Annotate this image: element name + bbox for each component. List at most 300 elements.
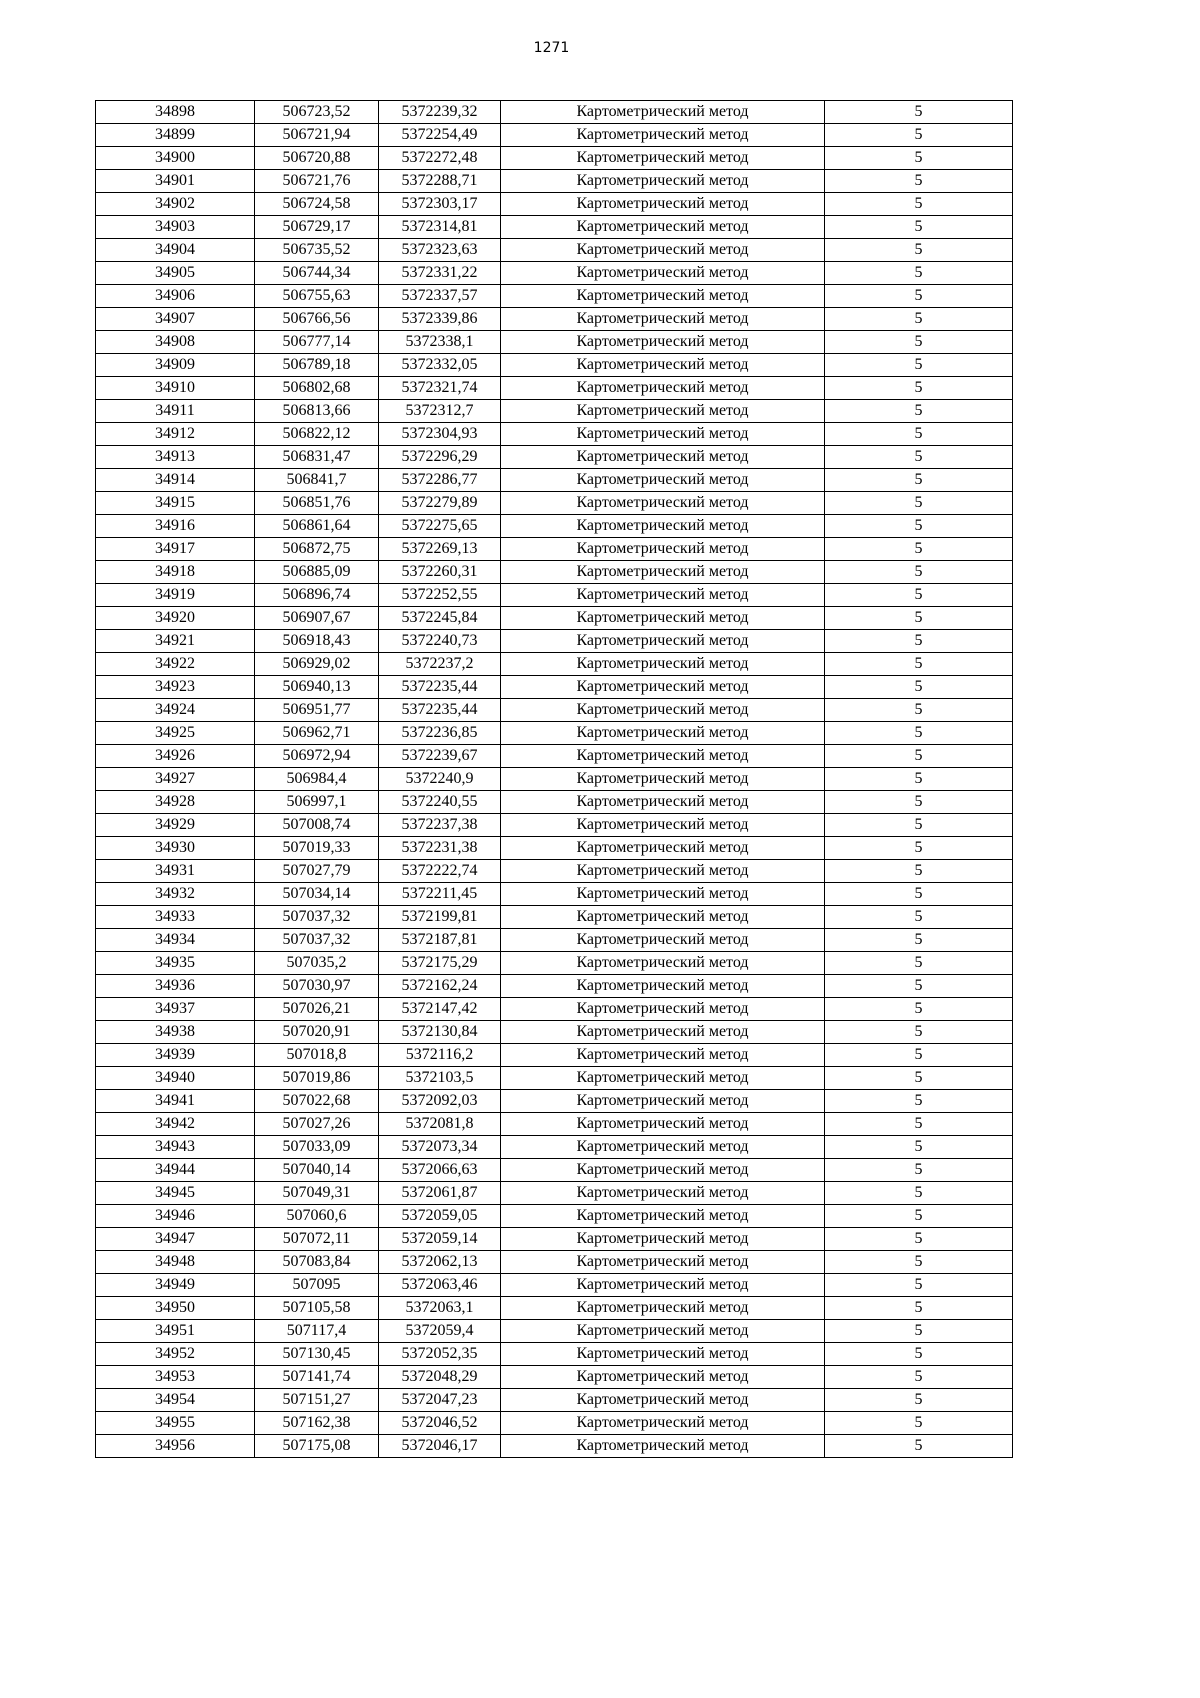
method-cell: Картометрический метод xyxy=(501,1435,825,1458)
y-coordinate-cell: 5372063,1 xyxy=(379,1297,501,1320)
method-cell: Картометрический метод xyxy=(501,1274,825,1297)
x-coordinate-cell: 506918,43 xyxy=(255,630,379,653)
page-number: 1271 xyxy=(533,40,570,56)
x-coordinate-cell: 506724,58 xyxy=(255,193,379,216)
x-coordinate-cell: 506962,71 xyxy=(255,722,379,745)
x-coordinate-cell: 507060,6 xyxy=(255,1205,379,1228)
table-row xyxy=(96,814,1013,837)
method-cell: Картометрический метод xyxy=(501,676,825,699)
y-coordinate-cell: 5372323,63 xyxy=(379,239,501,262)
method-cell: Картометрический метод xyxy=(501,469,825,492)
method-cell: Картометрический метод xyxy=(501,1228,825,1251)
point-number-cell: 34915 xyxy=(96,492,255,515)
point-number-cell: 34956 xyxy=(96,1435,255,1458)
accuracy-cell: 5 xyxy=(825,446,1013,469)
y-coordinate-cell: 5372061,87 xyxy=(379,1182,501,1205)
method-cell: Картометрический метод xyxy=(501,1205,825,1228)
accuracy-cell: 5 xyxy=(825,423,1013,446)
table-row xyxy=(96,377,1013,400)
x-coordinate-cell: 506813,66 xyxy=(255,400,379,423)
x-coordinate-cell: 507026,21 xyxy=(255,998,379,1021)
table-row xyxy=(96,676,1013,699)
x-coordinate-cell: 506721,94 xyxy=(255,124,379,147)
y-coordinate-cell: 5372062,13 xyxy=(379,1251,501,1274)
point-number-cell: 34936 xyxy=(96,975,255,998)
y-coordinate-cell: 5372066,63 xyxy=(379,1159,501,1182)
accuracy-cell: 5 xyxy=(825,216,1013,239)
accuracy-cell: 5 xyxy=(825,676,1013,699)
table-row xyxy=(96,1136,1013,1159)
accuracy-cell: 5 xyxy=(825,1320,1013,1343)
x-coordinate-cell: 506744,34 xyxy=(255,262,379,285)
point-number-cell: 34910 xyxy=(96,377,255,400)
point-number-cell: 34903 xyxy=(96,216,255,239)
x-coordinate-cell: 507095 xyxy=(255,1274,379,1297)
method-cell: Картометрический метод xyxy=(501,216,825,239)
x-coordinate-cell: 506729,17 xyxy=(255,216,379,239)
accuracy-cell: 5 xyxy=(825,538,1013,561)
accuracy-cell: 5 xyxy=(825,331,1013,354)
accuracy-cell: 5 xyxy=(825,354,1013,377)
accuracy-cell: 5 xyxy=(825,860,1013,883)
y-coordinate-cell: 5372279,89 xyxy=(379,492,501,515)
x-coordinate-cell: 506940,13 xyxy=(255,676,379,699)
point-number-cell: 34928 xyxy=(96,791,255,814)
accuracy-cell: 5 xyxy=(825,699,1013,722)
y-coordinate-cell: 5372312,7 xyxy=(379,400,501,423)
x-coordinate-cell: 507037,32 xyxy=(255,906,379,929)
table-row xyxy=(96,147,1013,170)
y-coordinate-cell: 5372237,2 xyxy=(379,653,501,676)
method-cell: Картометрический метод xyxy=(501,193,825,216)
x-coordinate-cell: 506929,02 xyxy=(255,653,379,676)
x-coordinate-cell: 506723,52 xyxy=(255,101,379,124)
accuracy-cell: 5 xyxy=(825,1044,1013,1067)
point-number-cell: 34929 xyxy=(96,814,255,837)
method-cell: Картометрический метод xyxy=(501,1113,825,1136)
accuracy-cell: 5 xyxy=(825,975,1013,998)
x-coordinate-cell: 506997,1 xyxy=(255,791,379,814)
y-coordinate-cell: 5372231,38 xyxy=(379,837,501,860)
method-cell: Картометрический метод xyxy=(501,285,825,308)
x-coordinate-cell: 506777,14 xyxy=(255,331,379,354)
x-coordinate-cell: 506896,74 xyxy=(255,584,379,607)
point-number-cell: 34924 xyxy=(96,699,255,722)
point-number-cell: 34921 xyxy=(96,630,255,653)
x-coordinate-cell: 507040,14 xyxy=(255,1159,379,1182)
y-coordinate-cell: 5372081,8 xyxy=(379,1113,501,1136)
y-coordinate-cell: 5372303,17 xyxy=(379,193,501,216)
method-cell: Картометрический метод xyxy=(501,1389,825,1412)
accuracy-cell: 5 xyxy=(825,308,1013,331)
y-coordinate-cell: 5372252,55 xyxy=(379,584,501,607)
accuracy-cell: 5 xyxy=(825,745,1013,768)
x-coordinate-cell: 507175,08 xyxy=(255,1435,379,1458)
point-number-cell: 34904 xyxy=(96,239,255,262)
table-row xyxy=(96,354,1013,377)
accuracy-cell: 5 xyxy=(825,814,1013,837)
table-row xyxy=(96,1021,1013,1044)
x-coordinate-cell: 507105,58 xyxy=(255,1297,379,1320)
accuracy-cell: 5 xyxy=(825,1205,1013,1228)
y-coordinate-cell: 5372314,81 xyxy=(379,216,501,239)
y-coordinate-cell: 5372222,74 xyxy=(379,860,501,883)
y-coordinate-cell: 5372286,77 xyxy=(379,469,501,492)
accuracy-cell: 5 xyxy=(825,492,1013,515)
table-row xyxy=(96,515,1013,538)
y-coordinate-cell: 5372337,57 xyxy=(379,285,501,308)
table-row xyxy=(96,791,1013,814)
method-cell: Картометрический метод xyxy=(501,147,825,170)
point-number-cell: 34918 xyxy=(96,561,255,584)
accuracy-cell: 5 xyxy=(825,906,1013,929)
table-row xyxy=(96,929,1013,952)
point-number-cell: 34909 xyxy=(96,354,255,377)
x-coordinate-cell: 506789,18 xyxy=(255,354,379,377)
x-coordinate-cell: 506721,76 xyxy=(255,170,379,193)
table-row xyxy=(96,699,1013,722)
y-coordinate-cell: 5372211,45 xyxy=(379,883,501,906)
table-row xyxy=(96,400,1013,423)
y-coordinate-cell: 5372046,52 xyxy=(379,1412,501,1435)
method-cell: Картометрический метод xyxy=(501,239,825,262)
accuracy-cell: 5 xyxy=(825,1021,1013,1044)
table-row xyxy=(96,1297,1013,1320)
point-number-cell: 34951 xyxy=(96,1320,255,1343)
method-cell: Картометрический метод xyxy=(501,653,825,676)
table-row xyxy=(96,837,1013,860)
point-number-cell: 34946 xyxy=(96,1205,255,1228)
x-coordinate-cell: 507130,45 xyxy=(255,1343,379,1366)
method-cell: Картометрический метод xyxy=(501,400,825,423)
y-coordinate-cell: 5372239,67 xyxy=(379,745,501,768)
y-coordinate-cell: 5372236,85 xyxy=(379,722,501,745)
table-row xyxy=(96,193,1013,216)
method-cell: Картометрический метод xyxy=(501,308,825,331)
table-row xyxy=(96,584,1013,607)
accuracy-cell: 5 xyxy=(825,1090,1013,1113)
x-coordinate-cell: 506720,88 xyxy=(255,147,379,170)
x-coordinate-cell: 507033,09 xyxy=(255,1136,379,1159)
x-coordinate-cell: 507035,2 xyxy=(255,952,379,975)
method-cell: Картометрический метод xyxy=(501,1182,825,1205)
coordinates-table xyxy=(95,100,1013,1458)
method-cell: Картометрический метод xyxy=(501,630,825,653)
table-row xyxy=(96,469,1013,492)
point-number-cell: 34926 xyxy=(96,745,255,768)
y-coordinate-cell: 5372275,65 xyxy=(379,515,501,538)
table-row xyxy=(96,1435,1013,1458)
method-cell: Картометрический метод xyxy=(501,124,825,147)
table-row xyxy=(96,745,1013,768)
table-row xyxy=(96,1228,1013,1251)
table-row xyxy=(96,860,1013,883)
x-coordinate-cell: 507019,86 xyxy=(255,1067,379,1090)
point-number-cell: 34935 xyxy=(96,952,255,975)
x-coordinate-cell: 506984,4 xyxy=(255,768,379,791)
y-coordinate-cell: 5372338,1 xyxy=(379,331,501,354)
method-cell: Картометрический метод xyxy=(501,1067,825,1090)
x-coordinate-cell: 507020,91 xyxy=(255,1021,379,1044)
method-cell: Картометрический метод xyxy=(501,1343,825,1366)
x-coordinate-cell: 506735,52 xyxy=(255,239,379,262)
point-number-cell: 34954 xyxy=(96,1389,255,1412)
table-row xyxy=(96,423,1013,446)
point-number-cell: 34916 xyxy=(96,515,255,538)
accuracy-cell: 5 xyxy=(825,1067,1013,1090)
y-coordinate-cell: 5372240,9 xyxy=(379,768,501,791)
method-cell: Картометрический метод xyxy=(501,952,825,975)
accuracy-cell: 5 xyxy=(825,883,1013,906)
y-coordinate-cell: 5372047,23 xyxy=(379,1389,501,1412)
table-row xyxy=(96,768,1013,791)
x-coordinate-cell: 506851,76 xyxy=(255,492,379,515)
table-row xyxy=(96,1090,1013,1113)
point-number-cell: 34940 xyxy=(96,1067,255,1090)
method-cell: Картометрический метод xyxy=(501,1159,825,1182)
x-coordinate-cell: 507008,74 xyxy=(255,814,379,837)
method-cell: Картометрический метод xyxy=(501,561,825,584)
y-coordinate-cell: 5372296,29 xyxy=(379,446,501,469)
x-coordinate-cell: 507027,26 xyxy=(255,1113,379,1136)
point-number-cell: 34899 xyxy=(96,124,255,147)
y-coordinate-cell: 5372239,32 xyxy=(379,101,501,124)
accuracy-cell: 5 xyxy=(825,837,1013,860)
point-number-cell: 34930 xyxy=(96,837,255,860)
point-number-cell: 34942 xyxy=(96,1113,255,1136)
y-coordinate-cell: 5372162,24 xyxy=(379,975,501,998)
point-number-cell: 34898 xyxy=(96,101,255,124)
method-cell: Картометрический метод xyxy=(501,814,825,837)
point-number-cell: 34945 xyxy=(96,1182,255,1205)
x-coordinate-cell: 506907,67 xyxy=(255,607,379,630)
accuracy-cell: 5 xyxy=(825,1343,1013,1366)
accuracy-cell: 5 xyxy=(825,607,1013,630)
point-number-cell: 34938 xyxy=(96,1021,255,1044)
x-coordinate-cell: 507049,31 xyxy=(255,1182,379,1205)
table-row xyxy=(96,1412,1013,1435)
table-body xyxy=(96,101,1013,1458)
method-cell: Картометрический метод xyxy=(501,1320,825,1343)
method-cell: Картометрический метод xyxy=(501,1297,825,1320)
table-row xyxy=(96,906,1013,929)
table-row xyxy=(96,101,1013,124)
point-number-cell: 34925 xyxy=(96,722,255,745)
accuracy-cell: 5 xyxy=(825,1182,1013,1205)
table-row xyxy=(96,1205,1013,1228)
y-coordinate-cell: 5372235,44 xyxy=(379,676,501,699)
table-row xyxy=(96,1366,1013,1389)
method-cell: Картометрический метод xyxy=(501,1021,825,1044)
accuracy-cell: 5 xyxy=(825,630,1013,653)
method-cell: Картометрический метод xyxy=(501,883,825,906)
accuracy-cell: 5 xyxy=(825,147,1013,170)
method-cell: Картометрический метод xyxy=(501,331,825,354)
y-coordinate-cell: 5372254,49 xyxy=(379,124,501,147)
x-coordinate-cell: 506861,64 xyxy=(255,515,379,538)
x-coordinate-cell: 507034,14 xyxy=(255,883,379,906)
point-number-cell: 34913 xyxy=(96,446,255,469)
y-coordinate-cell: 5372332,05 xyxy=(379,354,501,377)
y-coordinate-cell: 5372063,46 xyxy=(379,1274,501,1297)
x-coordinate-cell: 506972,94 xyxy=(255,745,379,768)
y-coordinate-cell: 5372339,86 xyxy=(379,308,501,331)
accuracy-cell: 5 xyxy=(825,952,1013,975)
accuracy-cell: 5 xyxy=(825,653,1013,676)
table-row xyxy=(96,239,1013,262)
x-coordinate-cell: 507162,38 xyxy=(255,1412,379,1435)
method-cell: Картометрический метод xyxy=(501,906,825,929)
table-row xyxy=(96,1067,1013,1090)
table-row xyxy=(96,1159,1013,1182)
accuracy-cell: 5 xyxy=(825,1136,1013,1159)
y-coordinate-cell: 5372130,84 xyxy=(379,1021,501,1044)
accuracy-cell: 5 xyxy=(825,262,1013,285)
point-number-cell: 34900 xyxy=(96,147,255,170)
point-number-cell: 34944 xyxy=(96,1159,255,1182)
method-cell: Картометрический метод xyxy=(501,170,825,193)
point-number-cell: 34952 xyxy=(96,1343,255,1366)
method-cell: Картометрический метод xyxy=(501,837,825,860)
accuracy-cell: 5 xyxy=(825,469,1013,492)
y-coordinate-cell: 5372237,38 xyxy=(379,814,501,837)
y-coordinate-cell: 5372199,81 xyxy=(379,906,501,929)
y-coordinate-cell: 5372046,17 xyxy=(379,1435,501,1458)
table-row xyxy=(96,975,1013,998)
table-row xyxy=(96,1113,1013,1136)
method-cell: Картометрический метод xyxy=(501,929,825,952)
table-row xyxy=(96,653,1013,676)
y-coordinate-cell: 5372103,5 xyxy=(379,1067,501,1090)
table-row xyxy=(96,538,1013,561)
method-cell: Картометрический метод xyxy=(501,1412,825,1435)
table-row xyxy=(96,1389,1013,1412)
method-cell: Картометрический метод xyxy=(501,860,825,883)
point-number-cell: 34914 xyxy=(96,469,255,492)
accuracy-cell: 5 xyxy=(825,929,1013,952)
accuracy-cell: 5 xyxy=(825,1366,1013,1389)
method-cell: Картометрический метод xyxy=(501,1090,825,1113)
table-row xyxy=(96,952,1013,975)
table-row xyxy=(96,308,1013,331)
point-number-cell: 34911 xyxy=(96,400,255,423)
accuracy-cell: 5 xyxy=(825,1274,1013,1297)
point-number-cell: 34947 xyxy=(96,1228,255,1251)
x-coordinate-cell: 507019,33 xyxy=(255,837,379,860)
x-coordinate-cell: 507027,79 xyxy=(255,860,379,883)
point-number-cell: 34939 xyxy=(96,1044,255,1067)
y-coordinate-cell: 5372245,84 xyxy=(379,607,501,630)
point-number-cell: 34943 xyxy=(96,1136,255,1159)
accuracy-cell: 5 xyxy=(825,791,1013,814)
point-number-cell: 34948 xyxy=(96,1251,255,1274)
x-coordinate-cell: 507037,32 xyxy=(255,929,379,952)
y-coordinate-cell: 5372059,05 xyxy=(379,1205,501,1228)
y-coordinate-cell: 5372092,03 xyxy=(379,1090,501,1113)
point-number-cell: 34923 xyxy=(96,676,255,699)
method-cell: Картометрический метод xyxy=(501,975,825,998)
point-number-cell: 34907 xyxy=(96,308,255,331)
method-cell: Картометрический метод xyxy=(501,446,825,469)
point-number-cell: 34927 xyxy=(96,768,255,791)
method-cell: Картометрический метод xyxy=(501,101,825,124)
x-coordinate-cell: 506885,09 xyxy=(255,561,379,584)
x-coordinate-cell: 506822,12 xyxy=(255,423,379,446)
method-cell: Картометрический метод xyxy=(501,791,825,814)
accuracy-cell: 5 xyxy=(825,1251,1013,1274)
point-number-cell: 34922 xyxy=(96,653,255,676)
table-row xyxy=(96,1044,1013,1067)
point-number-cell: 34955 xyxy=(96,1412,255,1435)
method-cell: Картометрический метод xyxy=(501,584,825,607)
x-coordinate-cell: 506766,56 xyxy=(255,308,379,331)
point-number-cell: 34933 xyxy=(96,906,255,929)
y-coordinate-cell: 5372240,73 xyxy=(379,630,501,653)
method-cell: Картометрический метод xyxy=(501,1044,825,1067)
point-number-cell: 34902 xyxy=(96,193,255,216)
accuracy-cell: 5 xyxy=(825,1412,1013,1435)
accuracy-cell: 5 xyxy=(825,1113,1013,1136)
point-number-cell: 34919 xyxy=(96,584,255,607)
table-row xyxy=(96,124,1013,147)
y-coordinate-cell: 5372048,29 xyxy=(379,1366,501,1389)
method-cell: Картометрический метод xyxy=(501,1136,825,1159)
method-cell: Картометрический метод xyxy=(501,607,825,630)
x-coordinate-cell: 506951,77 xyxy=(255,699,379,722)
point-number-cell: 34934 xyxy=(96,929,255,952)
method-cell: Картометрический метод xyxy=(501,1366,825,1389)
table-row xyxy=(96,1343,1013,1366)
accuracy-cell: 5 xyxy=(825,1159,1013,1182)
y-coordinate-cell: 5372331,22 xyxy=(379,262,501,285)
point-number-cell: 34920 xyxy=(96,607,255,630)
accuracy-cell: 5 xyxy=(825,1389,1013,1412)
method-cell: Картометрический метод xyxy=(501,768,825,791)
table-row xyxy=(96,1274,1013,1297)
x-coordinate-cell: 507072,11 xyxy=(255,1228,379,1251)
y-coordinate-cell: 5372175,29 xyxy=(379,952,501,975)
y-coordinate-cell: 5372073,34 xyxy=(379,1136,501,1159)
accuracy-cell: 5 xyxy=(825,768,1013,791)
accuracy-cell: 5 xyxy=(825,584,1013,607)
point-number-cell: 34953 xyxy=(96,1366,255,1389)
y-coordinate-cell: 5372187,81 xyxy=(379,929,501,952)
y-coordinate-cell: 5372304,93 xyxy=(379,423,501,446)
method-cell: Картометрический метод xyxy=(501,515,825,538)
accuracy-cell: 5 xyxy=(825,124,1013,147)
y-coordinate-cell: 5372059,4 xyxy=(379,1320,501,1343)
table-row xyxy=(96,446,1013,469)
point-number-cell: 34908 xyxy=(96,331,255,354)
point-number-cell: 34937 xyxy=(96,998,255,1021)
accuracy-cell: 5 xyxy=(825,722,1013,745)
method-cell: Картометрический метод xyxy=(501,354,825,377)
accuracy-cell: 5 xyxy=(825,239,1013,262)
accuracy-cell: 5 xyxy=(825,515,1013,538)
method-cell: Картометрический метод xyxy=(501,262,825,285)
x-coordinate-cell: 507030,97 xyxy=(255,975,379,998)
point-number-cell: 34950 xyxy=(96,1297,255,1320)
x-coordinate-cell: 507018,8 xyxy=(255,1044,379,1067)
table-row xyxy=(96,216,1013,239)
table-row xyxy=(96,331,1013,354)
table-row xyxy=(96,285,1013,308)
x-coordinate-cell: 506802,68 xyxy=(255,377,379,400)
table-row xyxy=(96,630,1013,653)
accuracy-cell: 5 xyxy=(825,101,1013,124)
point-number-cell: 34905 xyxy=(96,262,255,285)
y-coordinate-cell: 5372235,44 xyxy=(379,699,501,722)
